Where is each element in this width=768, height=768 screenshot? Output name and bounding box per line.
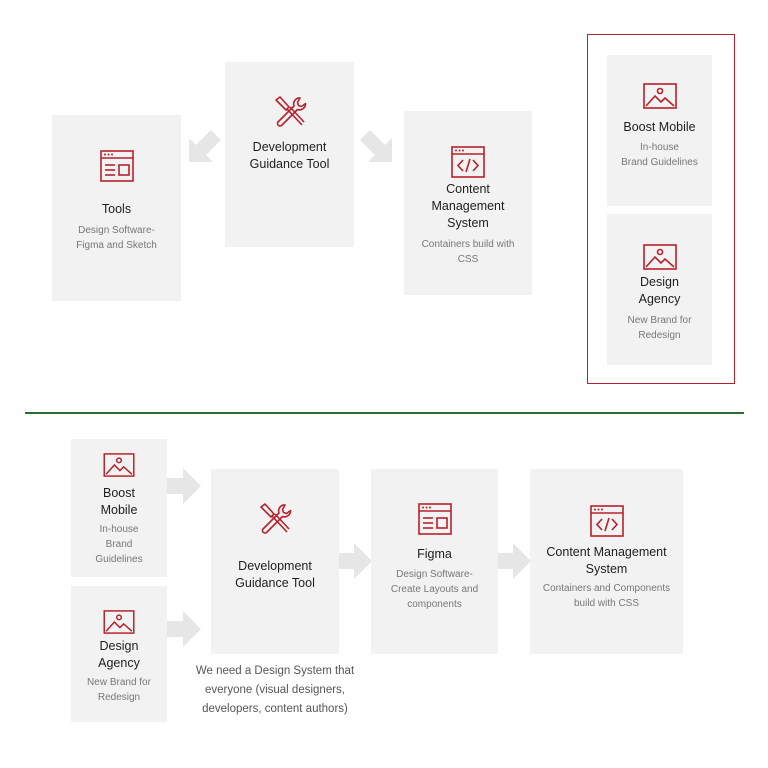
image-icon — [103, 610, 135, 634]
tools-title: Tools — [101, 202, 132, 216]
design-agency-title: Design Agency — [98, 639, 140, 670]
wrench-screwdriver-icon — [258, 502, 292, 536]
tools-card — [52, 115, 181, 301]
section-divider — [25, 412, 744, 414]
figma-desc: Design Software- Create Layouts and components — [390, 569, 479, 610]
dev-tool-card — [211, 469, 339, 654]
boost-mobile-title: Boost Mobile — [100, 486, 138, 517]
figma-title: Figma — [417, 547, 452, 561]
dev-tool-card — [225, 62, 354, 247]
design-agency-card — [71, 586, 167, 722]
code-window-icon — [451, 145, 485, 179]
dev-tool-title: Development Guidance Tool — [249, 140, 330, 171]
wrench-screwdriver-icon — [273, 95, 307, 129]
design-system-note: We need a Design System that everyone (visual designers, developers, content authors) — [195, 665, 355, 715]
boost-mobile-card — [71, 439, 167, 577]
design-agency-desc: New Brand for Redesign — [87, 677, 151, 703]
arrow-dev-to-figma — [338, 543, 372, 579]
arrow-boost-to-dev — [167, 468, 201, 504]
boost-mobile-desc: In-house Brand Guidelines — [621, 142, 698, 168]
image-icon — [103, 453, 135, 477]
dev-tool-title: Development Guidance Tool — [235, 559, 315, 590]
image-icon — [643, 83, 677, 109]
tools-desc: Design Software- Figma and Sketch — [76, 225, 157, 251]
arrow-figma-to-cms — [497, 543, 531, 579]
cms-desc: Containers build with CSS — [421, 239, 515, 265]
boost-mobile-card — [607, 55, 712, 206]
design-agency-desc: New Brand for Redesign — [627, 315, 692, 341]
design-agency-card — [607, 214, 712, 365]
code-window-icon — [590, 504, 624, 538]
arrow-agency-to-dev — [167, 611, 201, 647]
cms-card — [530, 469, 683, 654]
boost-mobile-desc: In-house Brand Guidelines — [95, 524, 143, 565]
boost-mobile-title: Boost Mobile — [623, 120, 696, 134]
cms-title: Content Management System — [431, 182, 505, 230]
arrow-dev-to-tools — [183, 128, 223, 168]
cms-title: Content Management System — [546, 545, 667, 576]
design-agency-title: Design Agency — [638, 275, 681, 306]
arrow-dev-to-cms — [358, 128, 398, 168]
browser-layout-icon — [418, 502, 452, 536]
cms-desc: Containers and Components build with CSS — [542, 583, 671, 609]
image-icon — [643, 244, 677, 270]
browser-layout-icon — [100, 149, 134, 183]
cms-card — [404, 111, 532, 295]
figma-card — [371, 469, 498, 654]
